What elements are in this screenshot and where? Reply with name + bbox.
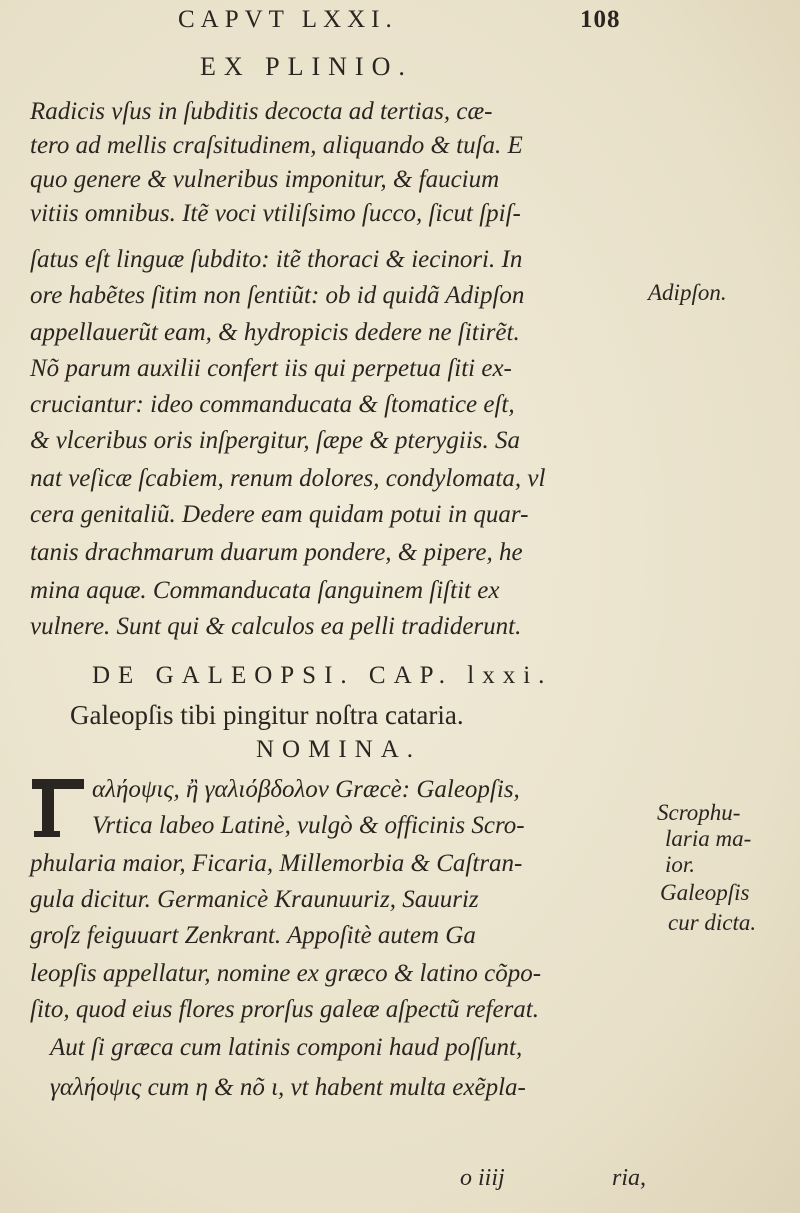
body-line: quo genere & vulneribus imponitur, & faucium: [30, 166, 500, 193]
nomina-line: gula dicitur. Germanicè Kraunuuriz, Sauuriz: [30, 886, 479, 913]
margin-note-galeopsis: Galeopſis: [660, 880, 750, 905]
body-line: vitiis omnibus. Itẽ voci vtiliſsimo ſucco, ſicut ſpiſ-: [30, 200, 521, 227]
body-line: & vlceribus oris inſpergitur, ſæpe & pterygiis. Sa: [30, 427, 521, 454]
body-line: appellauerũt eam, & hydropicis dedere ne ſitirẽt.: [30, 319, 520, 346]
body-line: cruciantur: ideo commanducata & ſtomatice eſt,: [30, 391, 515, 418]
nomina-line: ſito, quod eius flores prorſus galeæ aſpectũ referat.: [30, 996, 539, 1023]
margin-note-adipson: Adipſon.: [648, 280, 727, 305]
body-line: nat veſicæ ſcabiem, renum dolores, condylomata, vl: [30, 465, 546, 492]
nomina-heading: NOMINA.: [256, 736, 422, 763]
body-line: ſatus eſt linguæ ſubdito: itẽ thoraci & iecinori. In: [30, 246, 523, 273]
signature-mark: o iiij: [460, 1165, 505, 1191]
body-line: Nõ parum auxilii confert iis qui perpetua ſiti ex-: [30, 355, 512, 382]
nomina-line: leopſis appellatur, nomine ex græco & latino cõpo-: [30, 960, 542, 987]
body-line: mina aquæ. Commanducata ſanguinem ſiſtit ex: [30, 577, 500, 604]
nomina-line: Vrtica labeo Latinè, vulgò & officinis Scro-: [92, 812, 525, 839]
body-line: tanis drachmarum duarum pondere, & pipere, he: [30, 539, 523, 566]
dropcap-gamma: [30, 777, 86, 839]
catchword: ria,: [612, 1165, 647, 1191]
nomina-line: groſz feiguuart Zenkrant. Appoſitè autem Ga: [30, 922, 476, 949]
body-line: cera genitaliũ. Dedere eam quidam potui in quar-: [30, 501, 529, 528]
nomina-line: phularia maior, Ficaria, Millemorbia & Caſtran-: [30, 850, 523, 877]
body-line: Radicis vſus in ſubditis decocta ad tertias, cæ-: [30, 98, 493, 125]
nomina-line: γαλήοψις cum η & nõ ι, vt habent multa exẽpla-: [50, 1074, 526, 1101]
margin-note-scrophularia: laria ma-: [665, 826, 752, 851]
section-title: EX PLINIO.: [200, 52, 413, 81]
chapter-heading: DE GALEOPSI. CAP. lxxi.: [92, 662, 553, 689]
nomina-line: αλήοψις, ἢ γαλιόβδολον Græcè: Galeopſis,: [92, 776, 520, 803]
page-number: 108: [580, 6, 621, 33]
nomina-line: Aut ſi græca cum latinis componi haud poſſunt,: [50, 1034, 523, 1061]
margin-note-scrophularia: ior.: [665, 852, 696, 877]
margin-note-scrophularia: Scrophu-: [657, 800, 741, 825]
running-head-title: CAPVT LXXI.: [178, 6, 398, 33]
body-line: vulnere. Sunt qui & calculos ea pelli tradiderunt.: [30, 613, 522, 640]
plate-caption: Galeopſis tibi pingitur noſtra cataria.: [70, 700, 464, 730]
body-line: ore habẽtes ſitim non ſentiũt: ob id quidã Adipſon: [30, 282, 525, 309]
body-line: tero ad mellis craſsitudinem, aliquando & tuſa. E: [30, 132, 523, 159]
margin-note-galeopsis: cur dicta.: [668, 910, 757, 935]
running-head: [178, 6, 798, 40]
